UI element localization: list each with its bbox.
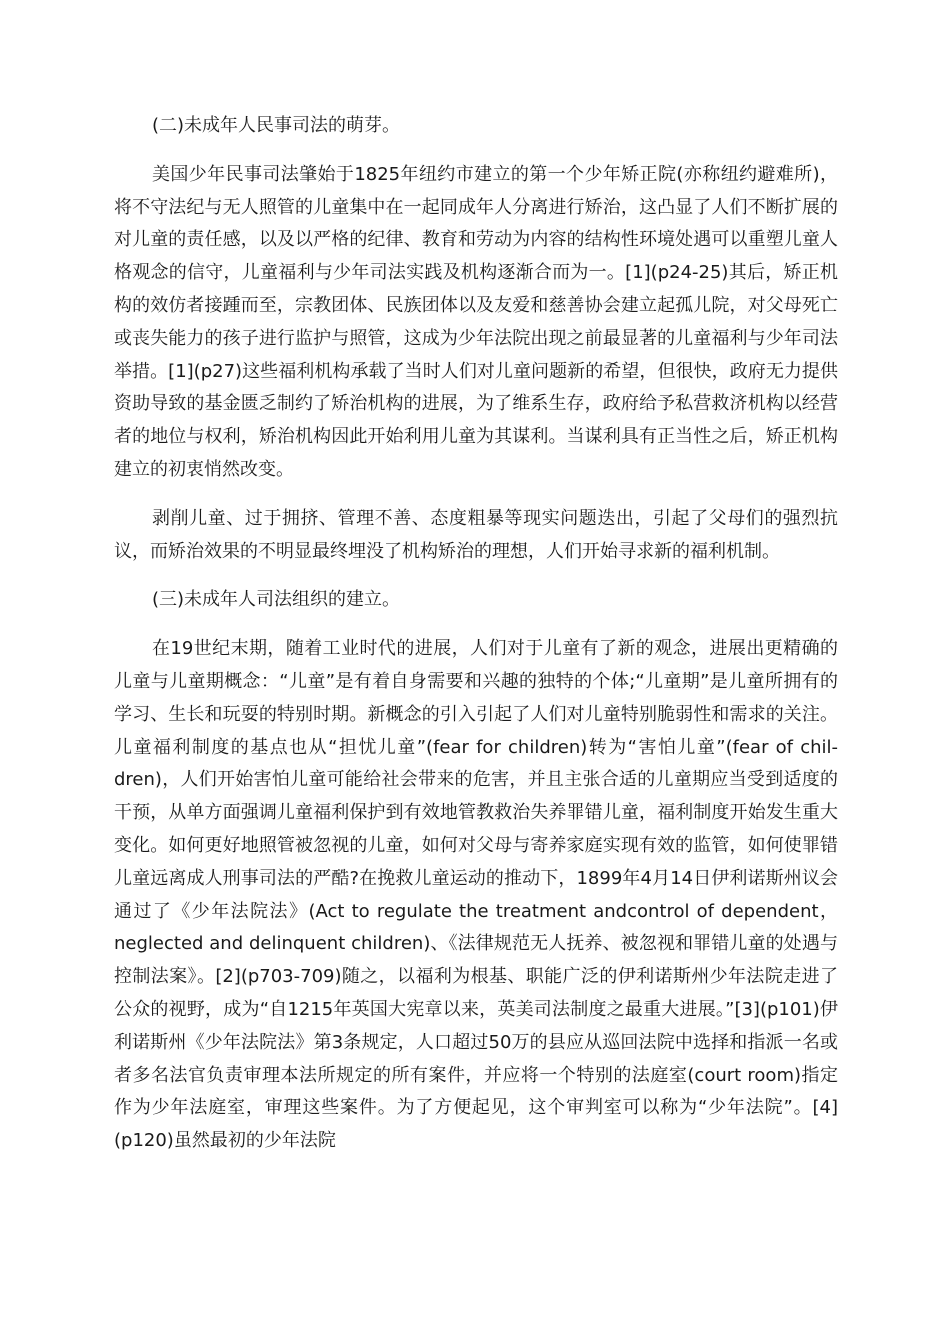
paragraph-juvenile-reform-history: 美国少年民事司法肇始于1825年纽约市建立的第一个少年矫正院(亦称纽约避难所)，将不守法纪与无人照管的儿童集中在一起同成年人分离进行矫治，这凸显了人们不断扩展的对儿童的责任感，以及以严格的纪律、教育和劳动为内容的结构性环境处遇可以重塑儿童人格观念的信守，儿童福利与少年司法实践及机构逐渐合而为一。[1](p24-25)其后，矫正机构的效仿者接踵而至，宗教团体、民族团体以及友爱和慈善协会建立起孤儿院，对父母死亡或丧失能力的孩子进行监护与照管，这成为少年法院出现之前最显著的儿童福利与少年司法举措。[1](p27)这些福利机构承载了当时人们对儿童问题新的希望，但很快，政府无力提供资助导致的基金匮乏制约了矫治机构的进展，为了维系生存，政府给予私营救济机构以经营者的地位与权利，矫治机构因此开始利用儿童为其谋利。当谋利具有正当性之后，矫正机构建立的初衷悄然改变。 bbox=[114, 163, 838, 480]
section-heading-3: (三)未成年人司法组织的建立。 bbox=[152, 589, 401, 611]
paragraph-juvenile-court-establishment: 在19世纪末期，随着工业时代的进展，人们对于儿童有了新的观念，进展出更精确的儿童与儿童期概念：“儿童”是有着自身需要和兴趣的独特的个体;“儿童期”是儿童所拥有的学习、生长和玩耍的特别时期。新概念的引入引起了人们对儿童特别脆弱性和需求的关注。儿童福利制度的基点也从“担忧儿童”(fear for children)转为“害怕儿童”(fear of chil-dren)，人们开始害怕儿童可能给社会带来的危害，并且主张合适的儿童期应当受到适度的干预，从单方面强调儿童福利保护到有效地管教救治失养罪错儿童，福利制度开始发生重大变化。如何更好地照管被忽视的儿童，如何对父母与寄养家庭实现有效的监管，如何使罪错儿童远离成人刑事司法的严酷?在挽救儿童运动的推动下，1899年4月14日伊利诺斯州议会通过了《少年法院法》(Act to regulate the treatment andcontrol of dependent，neglected and delinquent children)、《法律规范无人抚养、被忽视和罪错儿童的处遇与控制法案》。[2](p703-709)随之，以福利为根基、职能广泛的伊利诺斯州少年法院走进了公众的视野，成为“自1215年英国大宪章以来，英美司法制度之最重大进展。”[3](p101)伊利诺斯州《少年法院法》第3条规定，人口超过50万的县应从巡回法院中选择和指派一名或者多名法官负责审理本法所规定的所有案件，并应将一个特别的法庭室(court room)指定作为少年法庭室，审理这些案件。为了方便起见，这个审判室可以称为“少年法院”。[4](p120)虽然最初的少年法院 bbox=[114, 638, 838, 1152]
paragraph-exploitation-problems: 剥削儿童、过于拥挤、管理不善、态度粗暴等现实问题迭出，引起了父母们的强烈抗议，而矫治效果的不明显最终埋没了机构矫治的理想，人们开始寻求新的福利机制。 bbox=[114, 507, 838, 562]
document-body bbox=[114, 110, 838, 1174]
section-heading-2: (二)未成年人民事司法的萌芽。 bbox=[152, 115, 401, 136]
